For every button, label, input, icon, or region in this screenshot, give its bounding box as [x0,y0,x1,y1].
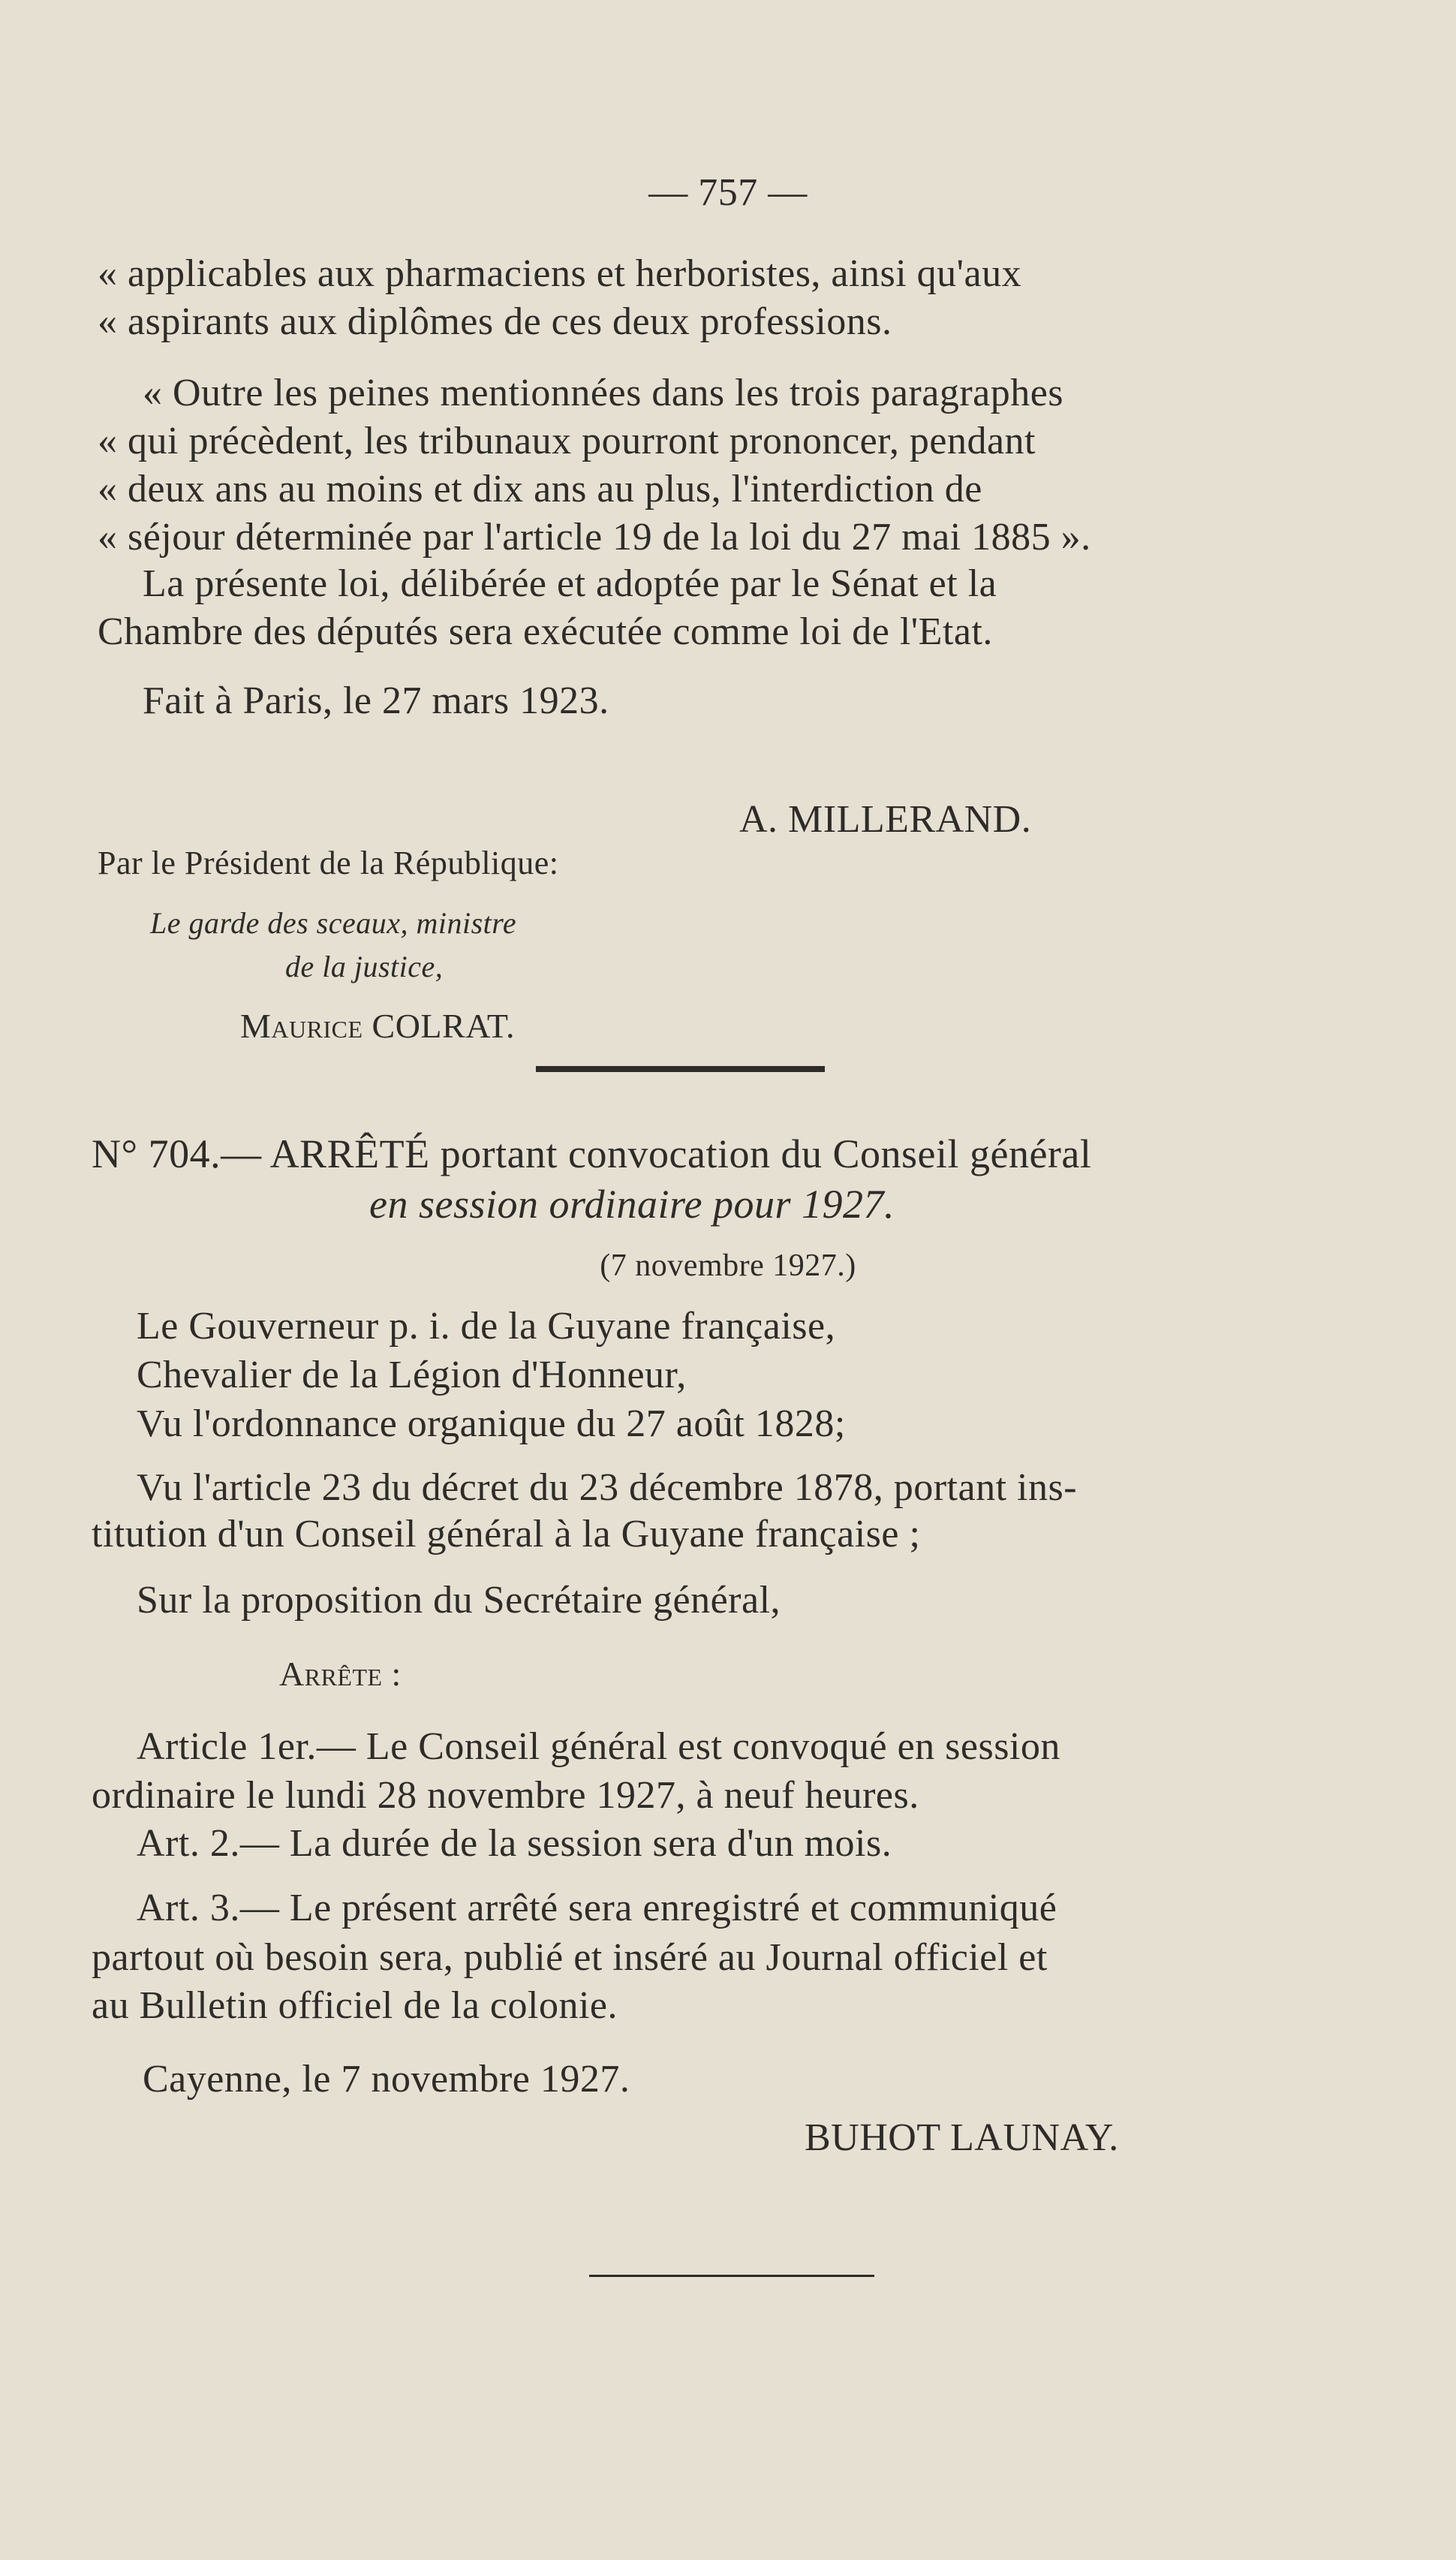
vu-line: Vu l'article 23 du décret du 23 décembre 1878, portant ins- [137,1466,1078,1509]
garde-line: Le garde des sceaux, ministre [150,906,517,940]
quote-line: « applicables aux pharmaciens et herboristes, ainsi qu'aux [98,252,1022,295]
page-number: — 757 — [648,171,808,214]
decree-date: (7 novembre 1927.) [600,1248,856,1283]
quote-line: « Outre les peines mentionnées dans les trois paragraphes [143,372,1064,414]
quote-line: « séjour déterminée par l'article 19 de la loi du 27 mai 1885 ». [98,516,1091,559]
arrete-heading: Arrête : [279,1655,402,1693]
vu-line: titution d'un Conseil général à la Guyane française ; [92,1513,921,1556]
sur-line: Sur la proposition du Secrétaire général, [137,1579,781,1622]
gouverneur-line: Le Gouverneur p. i. de la Guyane française, [137,1305,836,1348]
decree-title: N° 704.— ARRÊTÉ portant convocation du Conseil général [92,1131,1092,1176]
fait-line: Fait à Paris, le 27 mars 1923. [143,679,609,722]
closing-line: La présente loi, délibérée et adoptée par le Sénat et la [143,562,997,605]
garde-line: de la justice, [285,950,444,983]
par-le-president: Par le Président de la République: [98,845,559,881]
vu-line: Vu l'ordonnance organique du 27 août 1828; [137,1402,846,1445]
closing-line: Chambre des députés sera exécutée comme loi de l'Etat. [98,610,993,653]
article-line: ordinaire le lundi 28 novembre 1927, à neuf heures. [92,1774,919,1817]
governor-signature: BUHOT LAUNAY. [805,2116,1119,2159]
minister-name: Maurice COLRAT. [240,1007,515,1045]
quote-line: « deux ans au moins et dix ans au plus, l'interdiction de [98,468,982,510]
quote-line: « aspirants aux diplômes de ces deux professions. [98,300,892,343]
article-line: au Bulletin officiel de la colonie. [92,1984,618,2027]
quote-line: « qui précèdent, les tribunaux pourront prononcer, pendant [98,420,1036,462]
article-line: partout où besoin sera, publié et inséré au Journal officiel et [92,1936,1048,1979]
bottom-rule [589,2275,874,2277]
cayenne-line: Cayenne, le 7 novembre 1927. [143,2058,630,2101]
separator-rule [536,1066,825,1072]
article-line: Article 1er.— Le Conseil général est convoqué en session [137,1725,1060,1768]
article-line: Art. 2.— La durée de la session sera d'un mois. [137,1822,892,1865]
decree-title: en session ordinaire pour 1927. [369,1182,895,1227]
chevalier-line: Chevalier de la Légion d'Honneur, [137,1354,687,1396]
president-signature: A. MILLERAND. [739,798,1032,841]
article-line: Art. 3.— Le présent arrêté sera enregistré et communiqué [137,1887,1057,1929]
